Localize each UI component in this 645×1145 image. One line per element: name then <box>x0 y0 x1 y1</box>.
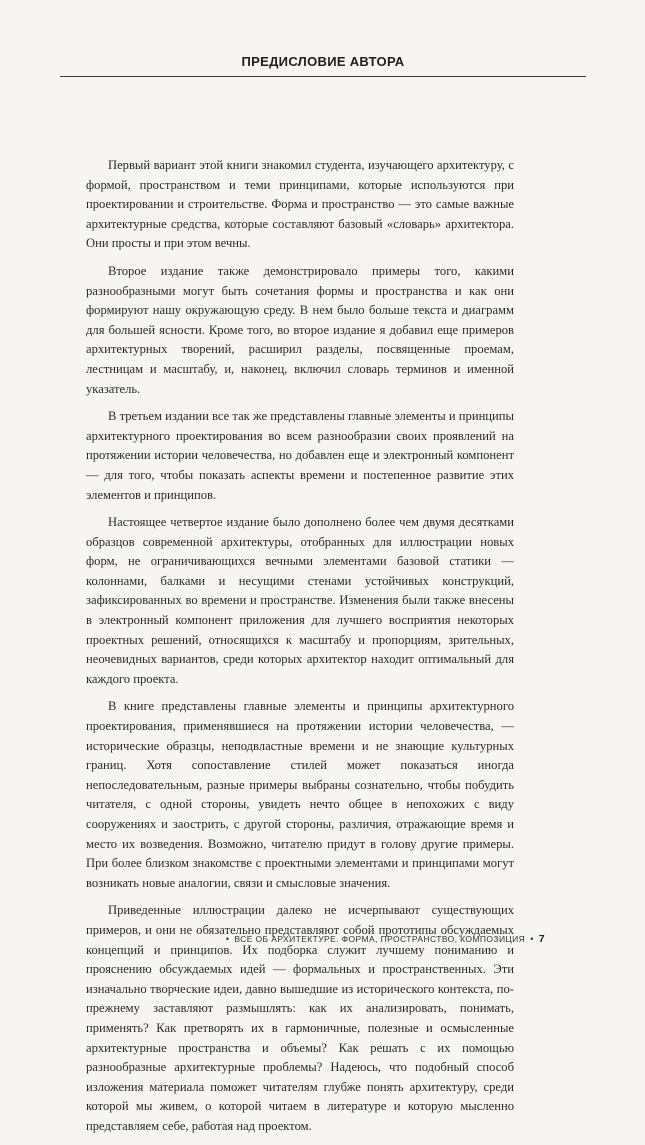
paragraph: В третьем издании все так же представлены главные элементы и принципы архитектурного проектирования во всем разнообразии своих проявлений на протяжении истории человечества, но добавлен еще и электронный компонент — для того, чтобы показать аспекты времени и постепенное развитие этих элементов и принципов. <box>86 409 514 502</box>
paragraph: В книге представлены главные элементы и принципы архитектурного проектирования, применявшиеся на протяжении истории человечества, — исторические образцы, неподвластные времени и не знающие культурных границ. Хотя сопоставление стилей может показаться иногда непоследовательным, разные примеры выбраны сознательно, чтобы побудить читателя, с одной стороны, увидеть нечто общее в непохожих с виду сооружениях и заострить, с другой стороны, различия, отражающие время и место их возведения. Возможно, читателю придут в голову другие примеры. При более близком знакомстве с проектными элементами и принципами могут возникать новые аналогии, связи и смысловые значения. <box>86 699 514 890</box>
book-title: ВСЕ ОБ АРХИТЕКТУРЕ. ФОРМА, ПРОСТРАНСТВО, КОМПОЗИЦИЯ <box>234 934 526 944</box>
paragraph: Приведенные иллюстрации далеко не исчерпывают существующих примеров, и они не обязательно представляют собой прототипы обсуждаемых концепций и принципов. Их подборка служит лучшему пониманию и прояснению обсуждаемых идей — формальных и пространственных. Эти изначально творческие идеи, давно вышедшие из исторического контекста, по-прежнему заставляют размышлять: как их анализировать, понимать, применять? Как претворять их в гармоничные, полезные и осмысленные архитектурные пространства и объемы? Как решать с их помощью разнообразные архитектурные проблемы? Надеюсь, что подобный способ изложения материала поможет читателям глубже понять архитектуру, среди которой мы живем, о которой читаем в литературе и которую мысленно представляем себе, работая над проектом. <box>86 903 514 1133</box>
paragraph: Первый вариант этой книги знакомил студента, изучающего архитектуру, с формой, пространством и теми принципами, которые используются при проектировании и строительстве. Форма и пространство — это самые важные архитектурные средства, которые составляют базовый «словарь» архитектора. Они просты и при этом вечны. <box>86 158 514 251</box>
running-header <box>60 50 586 72</box>
header-divider <box>60 76 586 77</box>
bullet-icon: • <box>530 934 534 944</box>
section-title: ПРЕДИСЛОВИЕ АВТОРА <box>241 53 405 69</box>
running-footer <box>226 933 545 945</box>
paragraph: Второе издание также демонстрировало примеры того, какими разнообразными могут быть сочетания формы и пространства и как они формируют нашу окружающую среду. В нем было больше текста и диаграмм для большей ясности. Кроме того, во второе издание я добавил еще примеров архитектурных творений, расширил разделы, посвященные проемам, лестницам и масштабу, и, наконец, включил словарь терминов и именной указатель. <box>86 263 514 396</box>
page-number: 7 <box>538 933 545 945</box>
paragraph: Настоящее четвертое издание было дополнено более чем двумя десятками образцов современной архитектуры, отобранных для иллюстрации новых форм, не ограничивающихся вечными элементами базовой статики — колоннами, балками и несущими стенами устойчивых конструкций, зафиксированных во времени и пространстве. Изменения были также внесены в электронный компонент приложения для лучшего восприятия некоторых проектных решений, относящихся к масштабу и пропорциям, зрительных, неочевидных вариантов, среди которых архитектор находит оптимальный для каждого проекта. <box>86 515 514 686</box>
body-text <box>86 156 514 1145</box>
bullet-icon: • <box>225 934 230 944</box>
